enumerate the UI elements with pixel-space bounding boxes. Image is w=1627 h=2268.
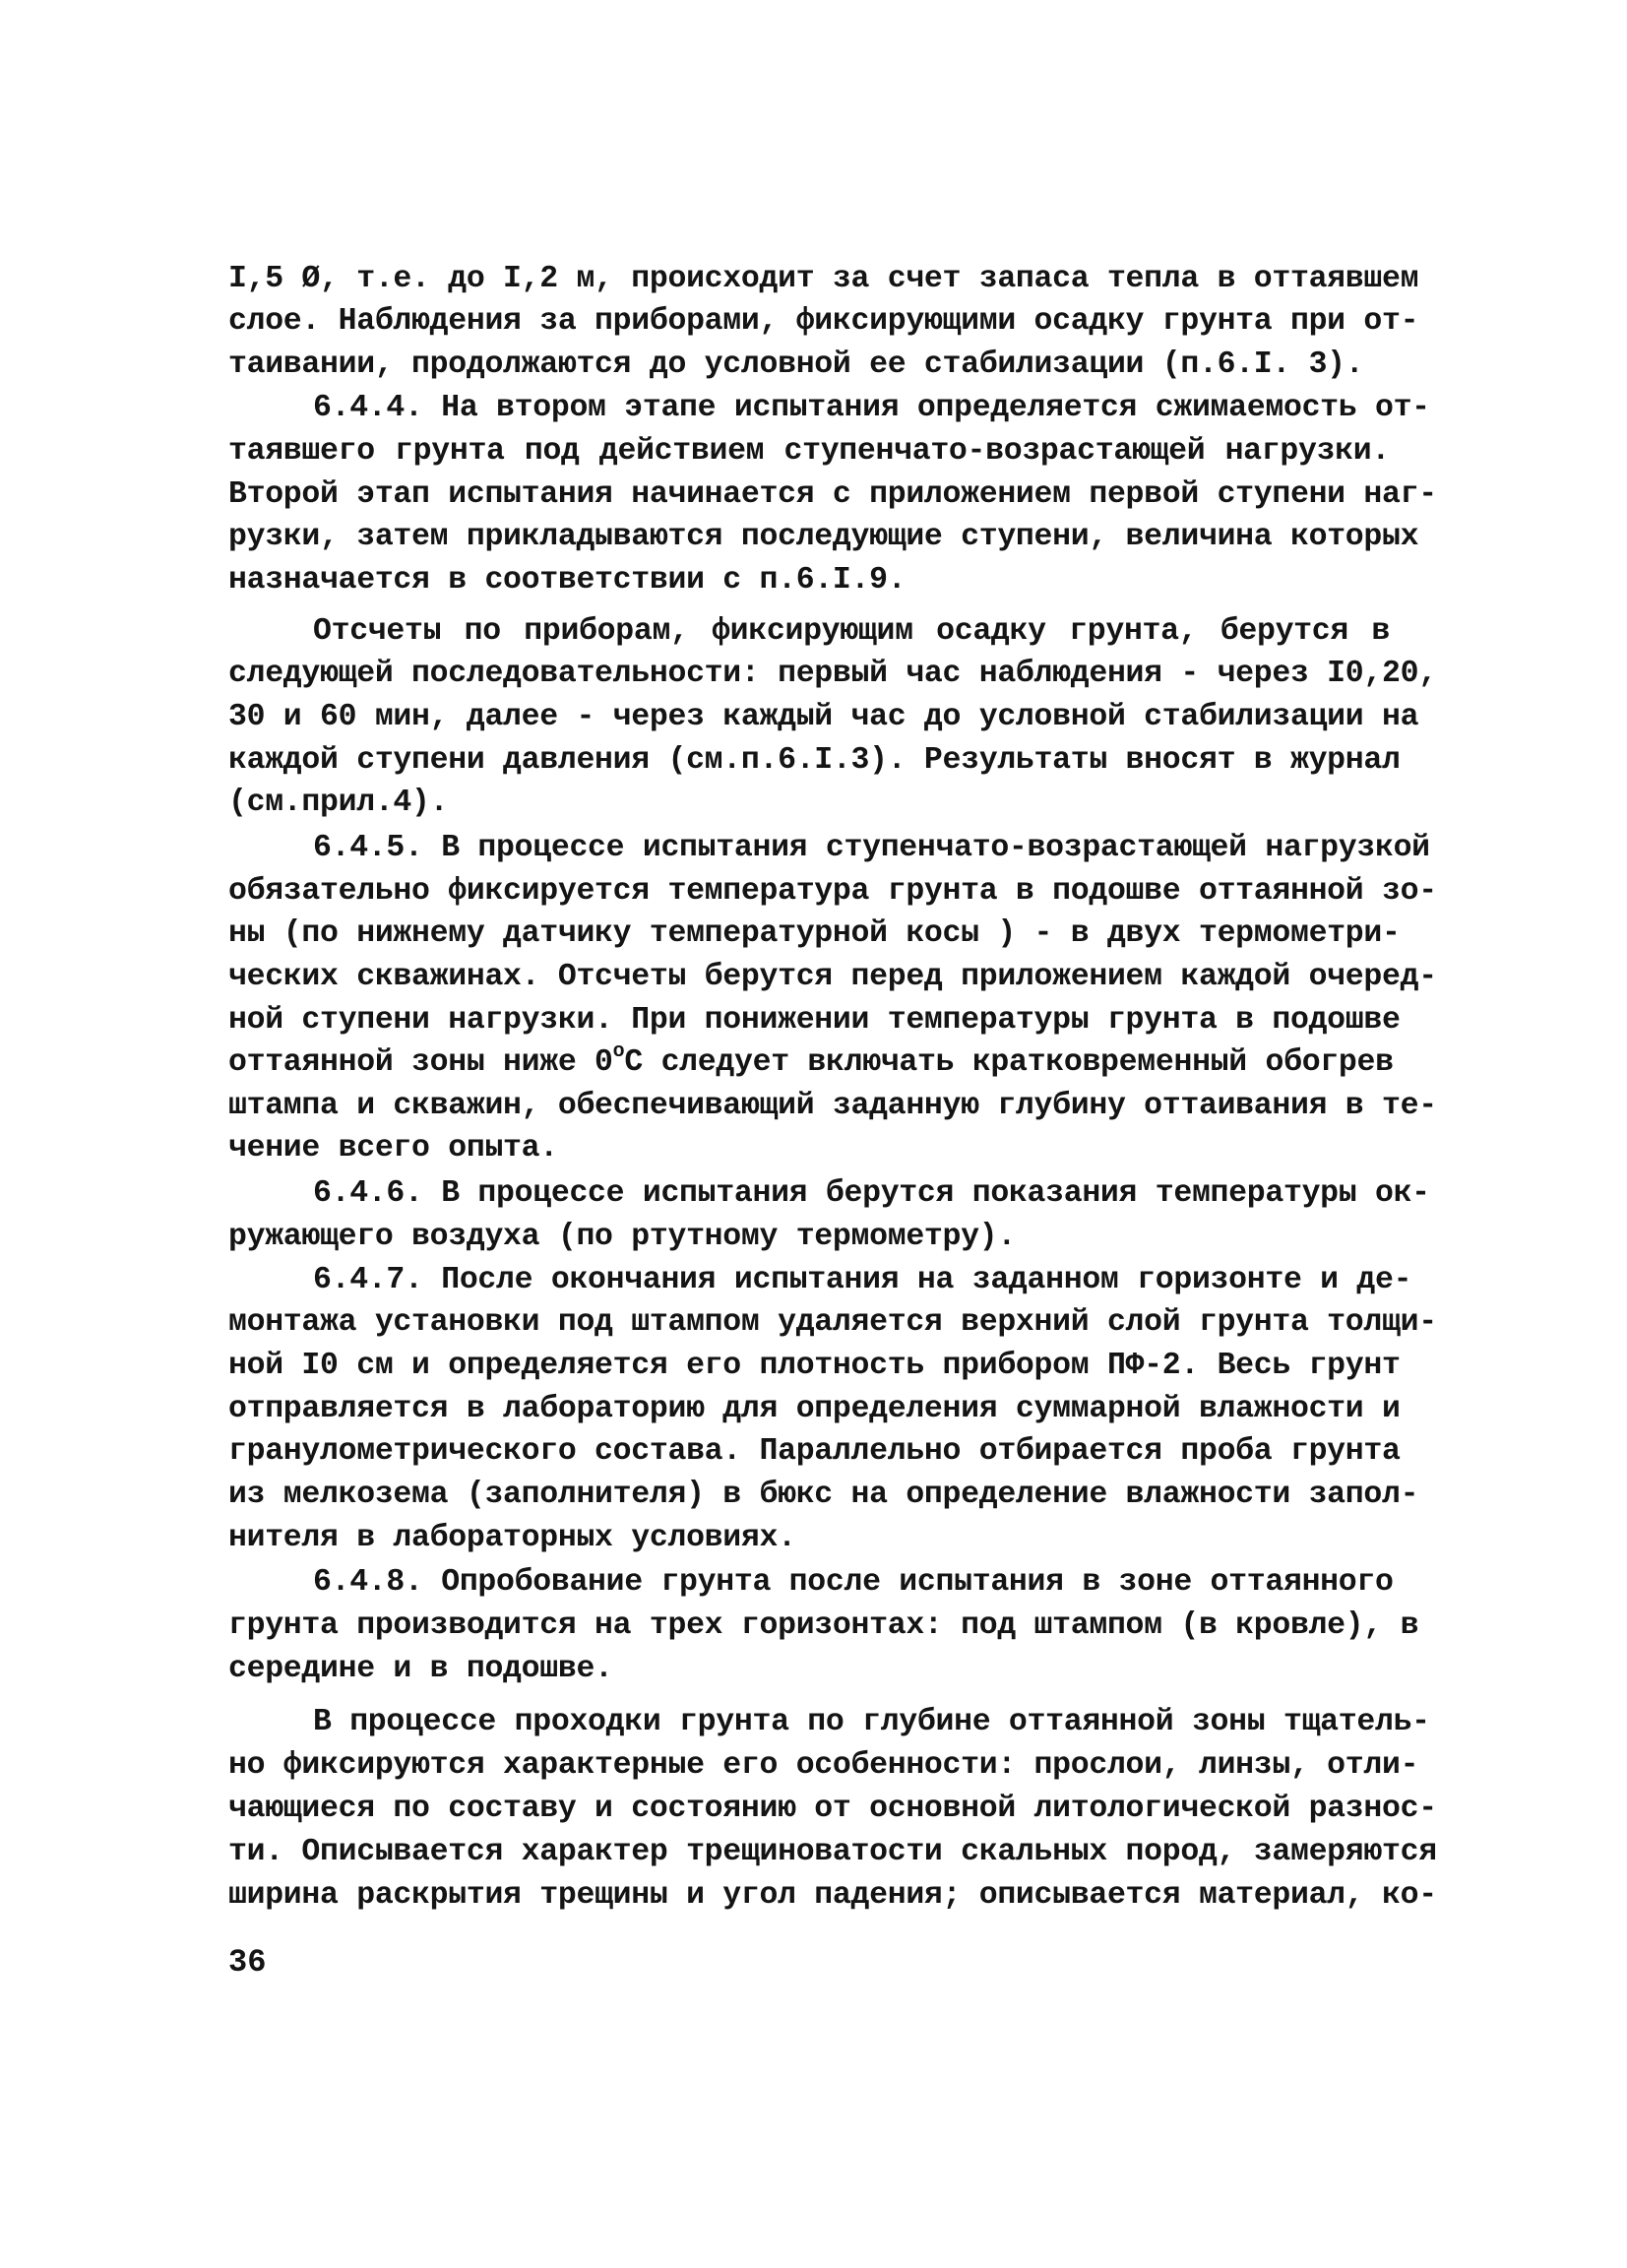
text-line: штампа и скважин, обеспечивающий заданную глубину оттаивания в те-	[228, 1089, 1437, 1123]
text-line: рузки, затем прикладываются последующие ступени, величина которых	[228, 520, 1419, 554]
text-line: таивании, продолжаются до условной ее стабилизации (п.6.I. 3).	[228, 347, 1364, 382]
text-fragment: С следует включать кратковременный обогрев	[624, 1045, 1394, 1080]
degree-superscript: о	[612, 1040, 625, 1063]
text-line: чение всего опыта.	[228, 1131, 558, 1166]
text-line	[228, 1040, 1394, 1080]
text-line: 6.4.5. В процессе испытания ступенчато-возрастающей нагрузкой	[313, 831, 1430, 865]
text-line: 6.4.6. В процессе испытания берутся показания температуры ок-	[313, 1176, 1430, 1211]
text-line: таявшего грунта под действием ступенчато-возрастающей нагрузки.	[228, 434, 1390, 469]
text-line: В процессе проходки грунта по глубине оттаянной зоны тщатель-	[313, 1705, 1430, 1739]
text-line: ружающего воздуха (по ртутному термометру).	[228, 1220, 1016, 1254]
text-line: монтажа установки под штампом удаляется верхний слой грунта толщи-	[228, 1305, 1437, 1340]
text-line: ческих скважинах. Отсчеты берутся перед приложением каждой очеред-	[228, 960, 1437, 994]
text-line: ной I0 см и определяется его плотность прибором ПФ-2. Весь грунт	[228, 1349, 1401, 1383]
text-line: Второй этап испытания начинается с приложением первой ступени наг-	[228, 477, 1437, 512]
text-line: ны (по нижнему датчику температурной косы ) - в двух термометри-	[228, 916, 1401, 951]
text-line: каждой ступени давления (см.п.6.I.3). Результаты вносят в журнал	[228, 743, 1401, 778]
text-line: Отсчеты по приборам, фиксирующим осадку грунта, берутся в	[313, 614, 1390, 649]
page-number: 36	[228, 1944, 267, 1981]
text-line: следующей последовательности: первый час наблюдения - через I0,20,	[228, 657, 1437, 691]
text-line: слое. Наблюдения за приборами, фиксирующими осадку грунта при от-	[228, 304, 1419, 339]
text-line: из мелкозема (заполнителя) в бюкс на определение влажности запол-	[228, 1478, 1419, 1512]
text-fragment: оттаянной зоны ниже 0	[228, 1045, 613, 1080]
text-line: ширина раскрытия трещины и угол падения; описывается материал, ко-	[228, 1878, 1437, 1913]
text-line: ти. Описывается характер трещиноватости скальных пород, замеряются	[228, 1835, 1437, 1869]
text-line: (см.прил.4).	[228, 786, 449, 820]
text-line: обязательно фиксируется температура грунта в подошве оттаянной зо-	[228, 874, 1437, 909]
text-line: чающиеся по составу и состоянию от основной литологической разнос-	[228, 1792, 1437, 1826]
text-line: 30 и 60 мин, далее - через каждый час до условной стабилизации на	[228, 700, 1419, 734]
text-line: 6.4.4. На втором этапе испытания определяется сжимаемость от-	[313, 391, 1430, 425]
text-line: нителя в лабораторных условиях.	[228, 1521, 796, 1555]
text-line: но фиксируются характерные его особенности: прослои, линзы, отли-	[228, 1748, 1419, 1783]
text-line: середине и в подошве.	[228, 1652, 613, 1686]
text-line: 6.4.8. Опробование грунта после испытания в зоне оттаянного	[313, 1565, 1394, 1600]
text-line: грунта производится на трех горизонтах: под штампом (в кровле), в	[228, 1608, 1419, 1643]
text-line: 6.4.7. После окончания испытания на заданном горизонте и де-	[313, 1263, 1412, 1297]
text-line: I,5 Ø, т.е. до I,2 м, происходит за счет запаса тепла в оттаявшем	[228, 262, 1419, 296]
text-line: ной ступени нагрузки. При понижении температуры грунта в подошве	[228, 1003, 1401, 1038]
text-line: отправляется в лабораторию для определения суммарной влажности и	[228, 1392, 1401, 1426]
text-line: назначается в соответствии с п.6.I.9.	[228, 563, 907, 598]
text-line: гранулометрического состава. Параллельно отбирается проба грунта	[228, 1434, 1401, 1469]
